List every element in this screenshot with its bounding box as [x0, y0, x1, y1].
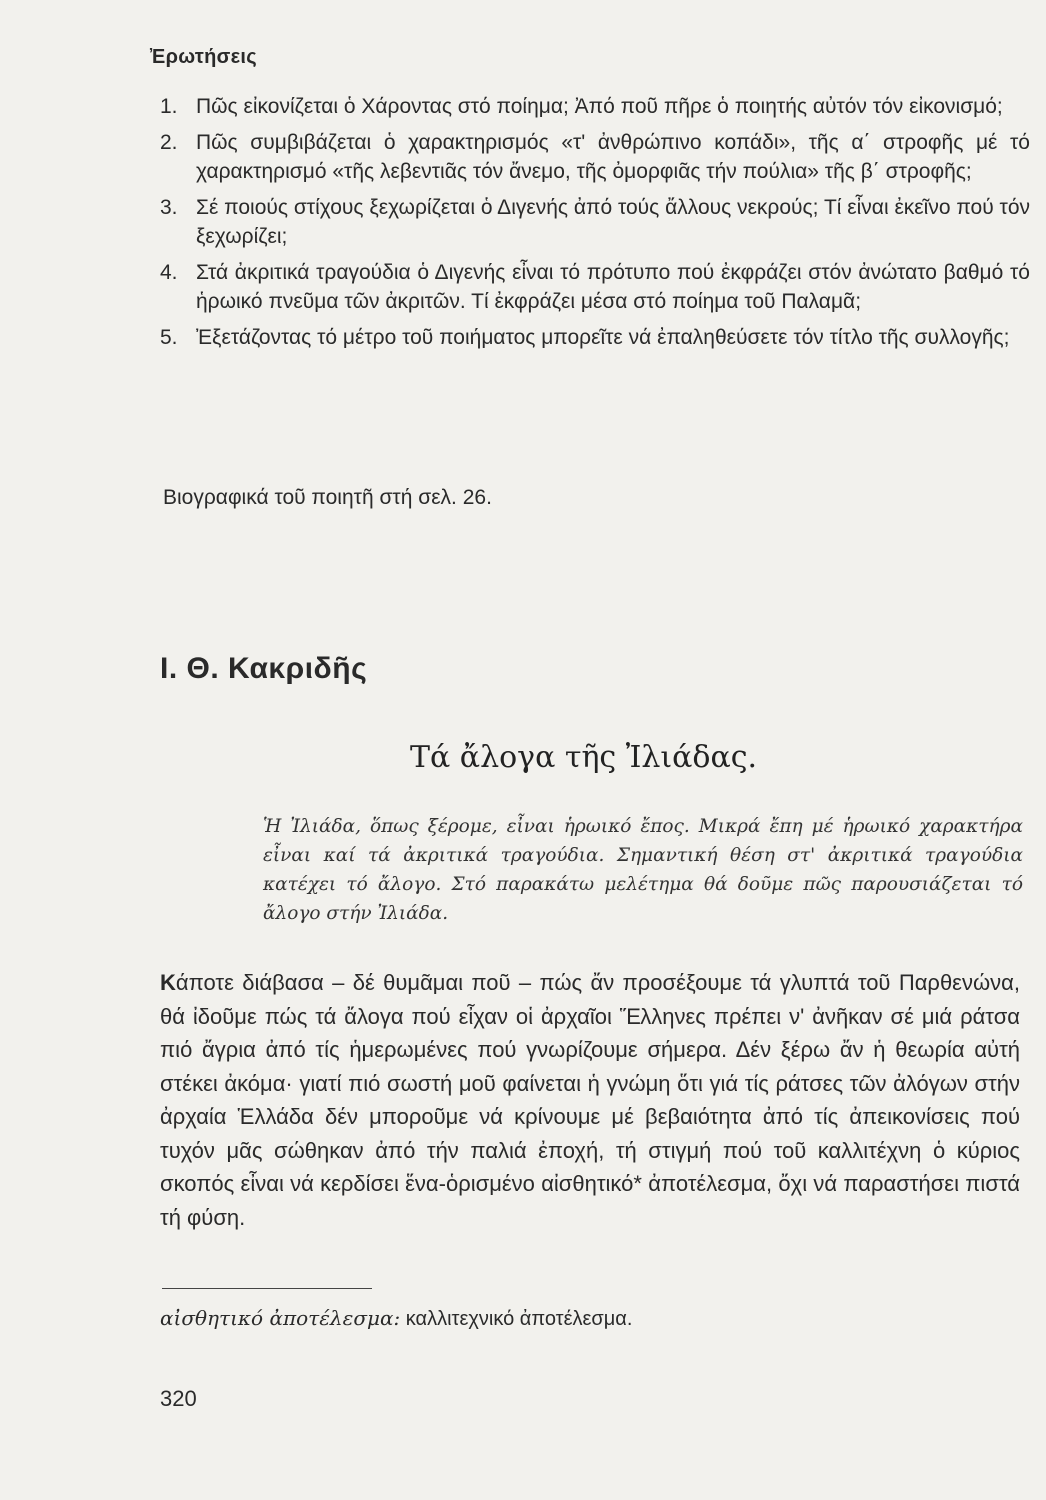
question-text: Ἐξετάζοντας τό μέτρο τοῦ ποιήματος μπορεῖτε νά ἐπαληθεύσετε τόν τίτλο τῆς συλλογῆς;: [196, 326, 1010, 349]
article-author: Ι. Θ. Κακριδῆς: [160, 652, 368, 685]
article-intro: Ἡ Ἰλιάδα, ὅπως ξέρομε, εἶναι ἡρωικό ἔπος. Μικρά ἔπη μέ ἡρωικό χαρακτήρα εἶναι καί τά ἀκριτικά τραγούδια. Σημαντική θέση στ' ἀκριτικά τραγούδια κατέχει τό ἄλογο. Στό παρακάτω μελέτημα θά δοῦμε πῶς παρουσιάζεται τό ἄλογο στήν Ἰλιάδα.: [263, 816, 1023, 924]
body-dropcap: Κ: [160, 970, 176, 995]
article-body: [160, 966, 1020, 1234]
question-text: Πῶς εἰκονίζεται ὁ Χάροντας στό ποίημα; Ἀπό ποῦ πῆρε ὁ ποιητής αὐτόν τόν εἰκονισμό;: [196, 95, 1003, 118]
footnote-definition: καλλιτεχνικό ἀποτέλεσμα.: [405, 1308, 633, 1330]
question-number: 5.: [160, 326, 178, 349]
footnote: [160, 1306, 632, 1331]
question-number: 2.: [160, 131, 178, 154]
question-item: [160, 92, 1030, 121]
page-number: 320: [160, 1386, 197, 1411]
footnote-divider: [162, 1288, 372, 1289]
questions-list: [160, 92, 1030, 359]
question-text: Στά ἀκριτικά τραγούδια ὁ Διγενής εἶναι τό πρότυπο πού ἐκφράζει στόν ἀνώτατο βαθμό τό ἡρωικό πνεῦμα τῶν ἀκριτῶν. Τί ἐκφράζει μέσα στό ποίημα τοῦ Παλαμᾶ;: [196, 261, 1030, 313]
question-item: [160, 258, 1030, 316]
biography-note: Βιογραφικά τοῦ ποιητῆ στή σελ. 26.: [163, 486, 492, 509]
question-item: [160, 323, 1030, 352]
question-text: Σέ ποιούς στίχους ξεχωρίζεται ὁ Διγενής ἀπό τούς ἄλλους νεκρούς; Τί εἶναι ἐκεῖνο πού τόν ξεχωρίζει;: [196, 196, 1031, 248]
question-number: 3.: [160, 196, 178, 219]
body-text: άποτε διάβασα – δέ θυμᾶμαι ποῦ – πώς ἄν προσέξουμε τά γλυπτά τοῦ Παρθενώνα, θά ἰδοῦμε πώς τά ἄλογα πού εἶχαν οἱ ἀρχαῖοι Ἕλληνες πρέπει ν' ἀνῆκαν σέ μιά ράτσα πιό ἄγρια ἀπό τίς ἡμερωμένες πού γνωρίζουμε σήμερα. Δέν ξέρω ἄν ἡ θεωρία αὐτή στέκει ἀκόμα· γιατί πιό σωστή μοῦ φαίνεται ἡ γνώμη ὅτι γιά τίς ράτσες τῶν ἀλόγων στήν ἀρχαία Ἑλλάδα δέν μποροῦμε νά κρίνουμε μέ βεβαιότητα ἀπό τίς ἀπεικονίσεις πού τυχόν μᾶς σώθηκαν ἀπό τήν παλιά ἐποχή, τή στιγμή πού τοῦ καλλιτέχνη ὁ κύριος σκοπός εἶναι νά κερδίσει ἕνα-ὁρισμένο αἰσθητικό* ἀποτέλεσμα, ὄχι νά παραστήσει πιστά τή φύση.: [160, 970, 1020, 1230]
question-item: [160, 193, 1030, 251]
article-title: Τά ἄλογα τῆς Ἰλιάδας.: [410, 740, 758, 775]
footnote-term: αἰσθητικό ἀποτέλεσμα:: [160, 1306, 401, 1330]
question-number: 1.: [160, 95, 178, 118]
question-item: [160, 128, 1030, 186]
question-text: Πῶς συμβιβάζεται ὁ χαρακτηρισμός «τ' ἀνθρώπινο κοπάδι», τῆς α΄ στροφῆς μέ τό χαρακτηρισμό «τῆς λεβεντιᾶς τόν ἄνεμο, τῆς ὀμορφιᾶς τήν πούλια» τῆς β΄ στροφῆς;: [196, 131, 1030, 183]
question-number: 4.: [160, 261, 178, 284]
questions-heading: Ἐρωτήσεις: [150, 46, 257, 68]
